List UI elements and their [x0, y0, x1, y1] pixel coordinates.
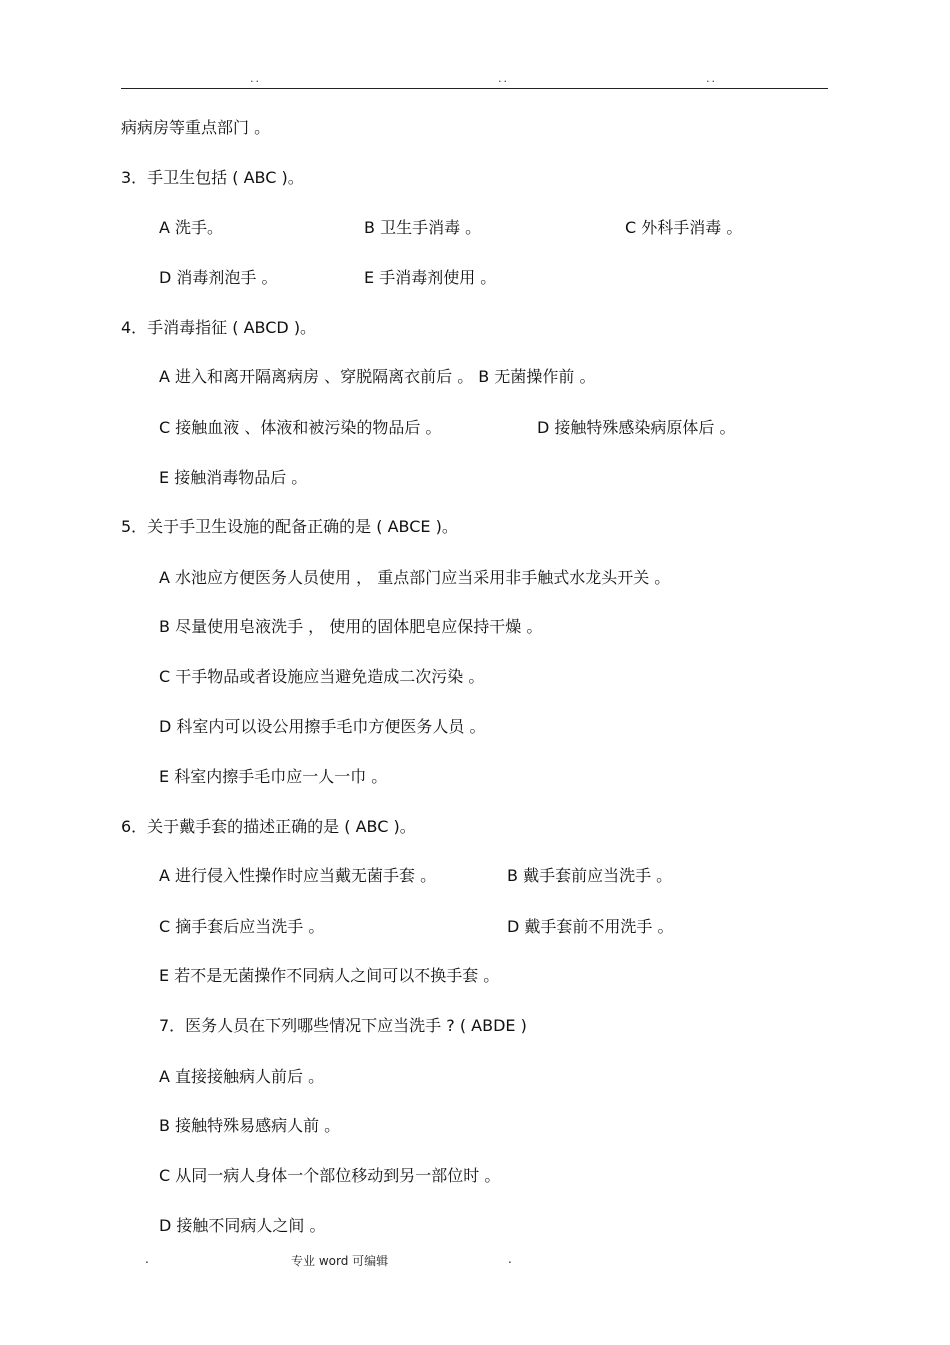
question-7: 7．医务人员在下列哪些情况下应当洗手 ? ( ABDE ): [159, 1016, 527, 1035]
q5-option-c: C 干手物品或者设施应当避免造成二次污染 。: [159, 667, 485, 686]
q6-option-b: B 戴手套前应当洗手 。: [507, 866, 673, 885]
q5-option-d: D 科室内可以设公用擦手毛巾方便医务人员 。: [159, 717, 486, 736]
header-rule: [121, 88, 828, 89]
q4-option-d: D 接触特殊感染病原体后 。: [537, 418, 736, 437]
q7-option-d: D 接触不同病人之间 。: [159, 1216, 326, 1235]
q6-option-e: E 若不是无菌操作不同病人之间可以不换手套 。: [159, 966, 500, 985]
question-5: 5．关于手卫生设施的配备正确的是 ( ABCE )。: [121, 517, 458, 536]
footer-dot-left: .: [145, 1252, 149, 1266]
footer-label: 专业 word 可编辑: [291, 1254, 389, 1268]
footer-dot-right: .: [508, 1252, 512, 1266]
q7-option-c: C 从同一病人身体一个部位移动到另一部位时 。: [159, 1166, 501, 1185]
q5-option-b: B 尽量使用皂液洗手 ， 使用的固体肥皂应保持干燥 。: [159, 617, 543, 636]
header-dots-center: ..: [498, 72, 509, 85]
q6-option-a: A 进行侵入性操作时应当戴无菌手套 。: [159, 866, 437, 885]
header-dots-left: ..: [250, 72, 261, 85]
question-4: 4．手消毒指征 ( ABCD )。: [121, 318, 317, 337]
header-dots-right: ..: [706, 72, 717, 85]
q6-option-d: D 戴手套前不用洗手 。: [507, 917, 674, 936]
q3-option-e: E 手消毒剂使用 。: [364, 268, 497, 287]
q7-option-a: A 直接接触病人前后 。: [159, 1067, 325, 1086]
q4-option-e: E 接触消毒物品后 。: [159, 468, 308, 487]
q4-option-c: C 接触血液 、体液和被污染的物品后 。: [159, 418, 442, 437]
q3-option-a: A 洗手。: [159, 218, 224, 237]
q5-option-e: E 科室内擦手毛巾应一人一巾 。: [159, 767, 388, 786]
q5-option-a: A 水池应方便医务人员使用 ， 重点部门应当采用非手触式水龙头开关 。: [159, 568, 671, 587]
q7-option-b: B 接触特殊易感病人前 。: [159, 1116, 341, 1135]
text-line-continuation: 病病房等重点部门 。: [121, 118, 271, 137]
q3-option-d: D 消毒剂泡手 。: [159, 268, 278, 287]
question-6: 6．关于戴手套的描述正确的是 ( ABC )。: [121, 817, 416, 836]
question-3: 3．手卫生包括 ( ABC )。: [121, 168, 304, 187]
q3-option-b: B 卫生手消毒 。: [364, 218, 482, 237]
q4-options-a-b: A 进入和离开隔离病房 、穿脱隔离衣前后 。 B 无菌操作前 。: [159, 367, 596, 386]
q3-option-c: C 外科手消毒 。: [625, 218, 743, 237]
q6-option-c: C 摘手套后应当洗手 。: [159, 917, 325, 936]
